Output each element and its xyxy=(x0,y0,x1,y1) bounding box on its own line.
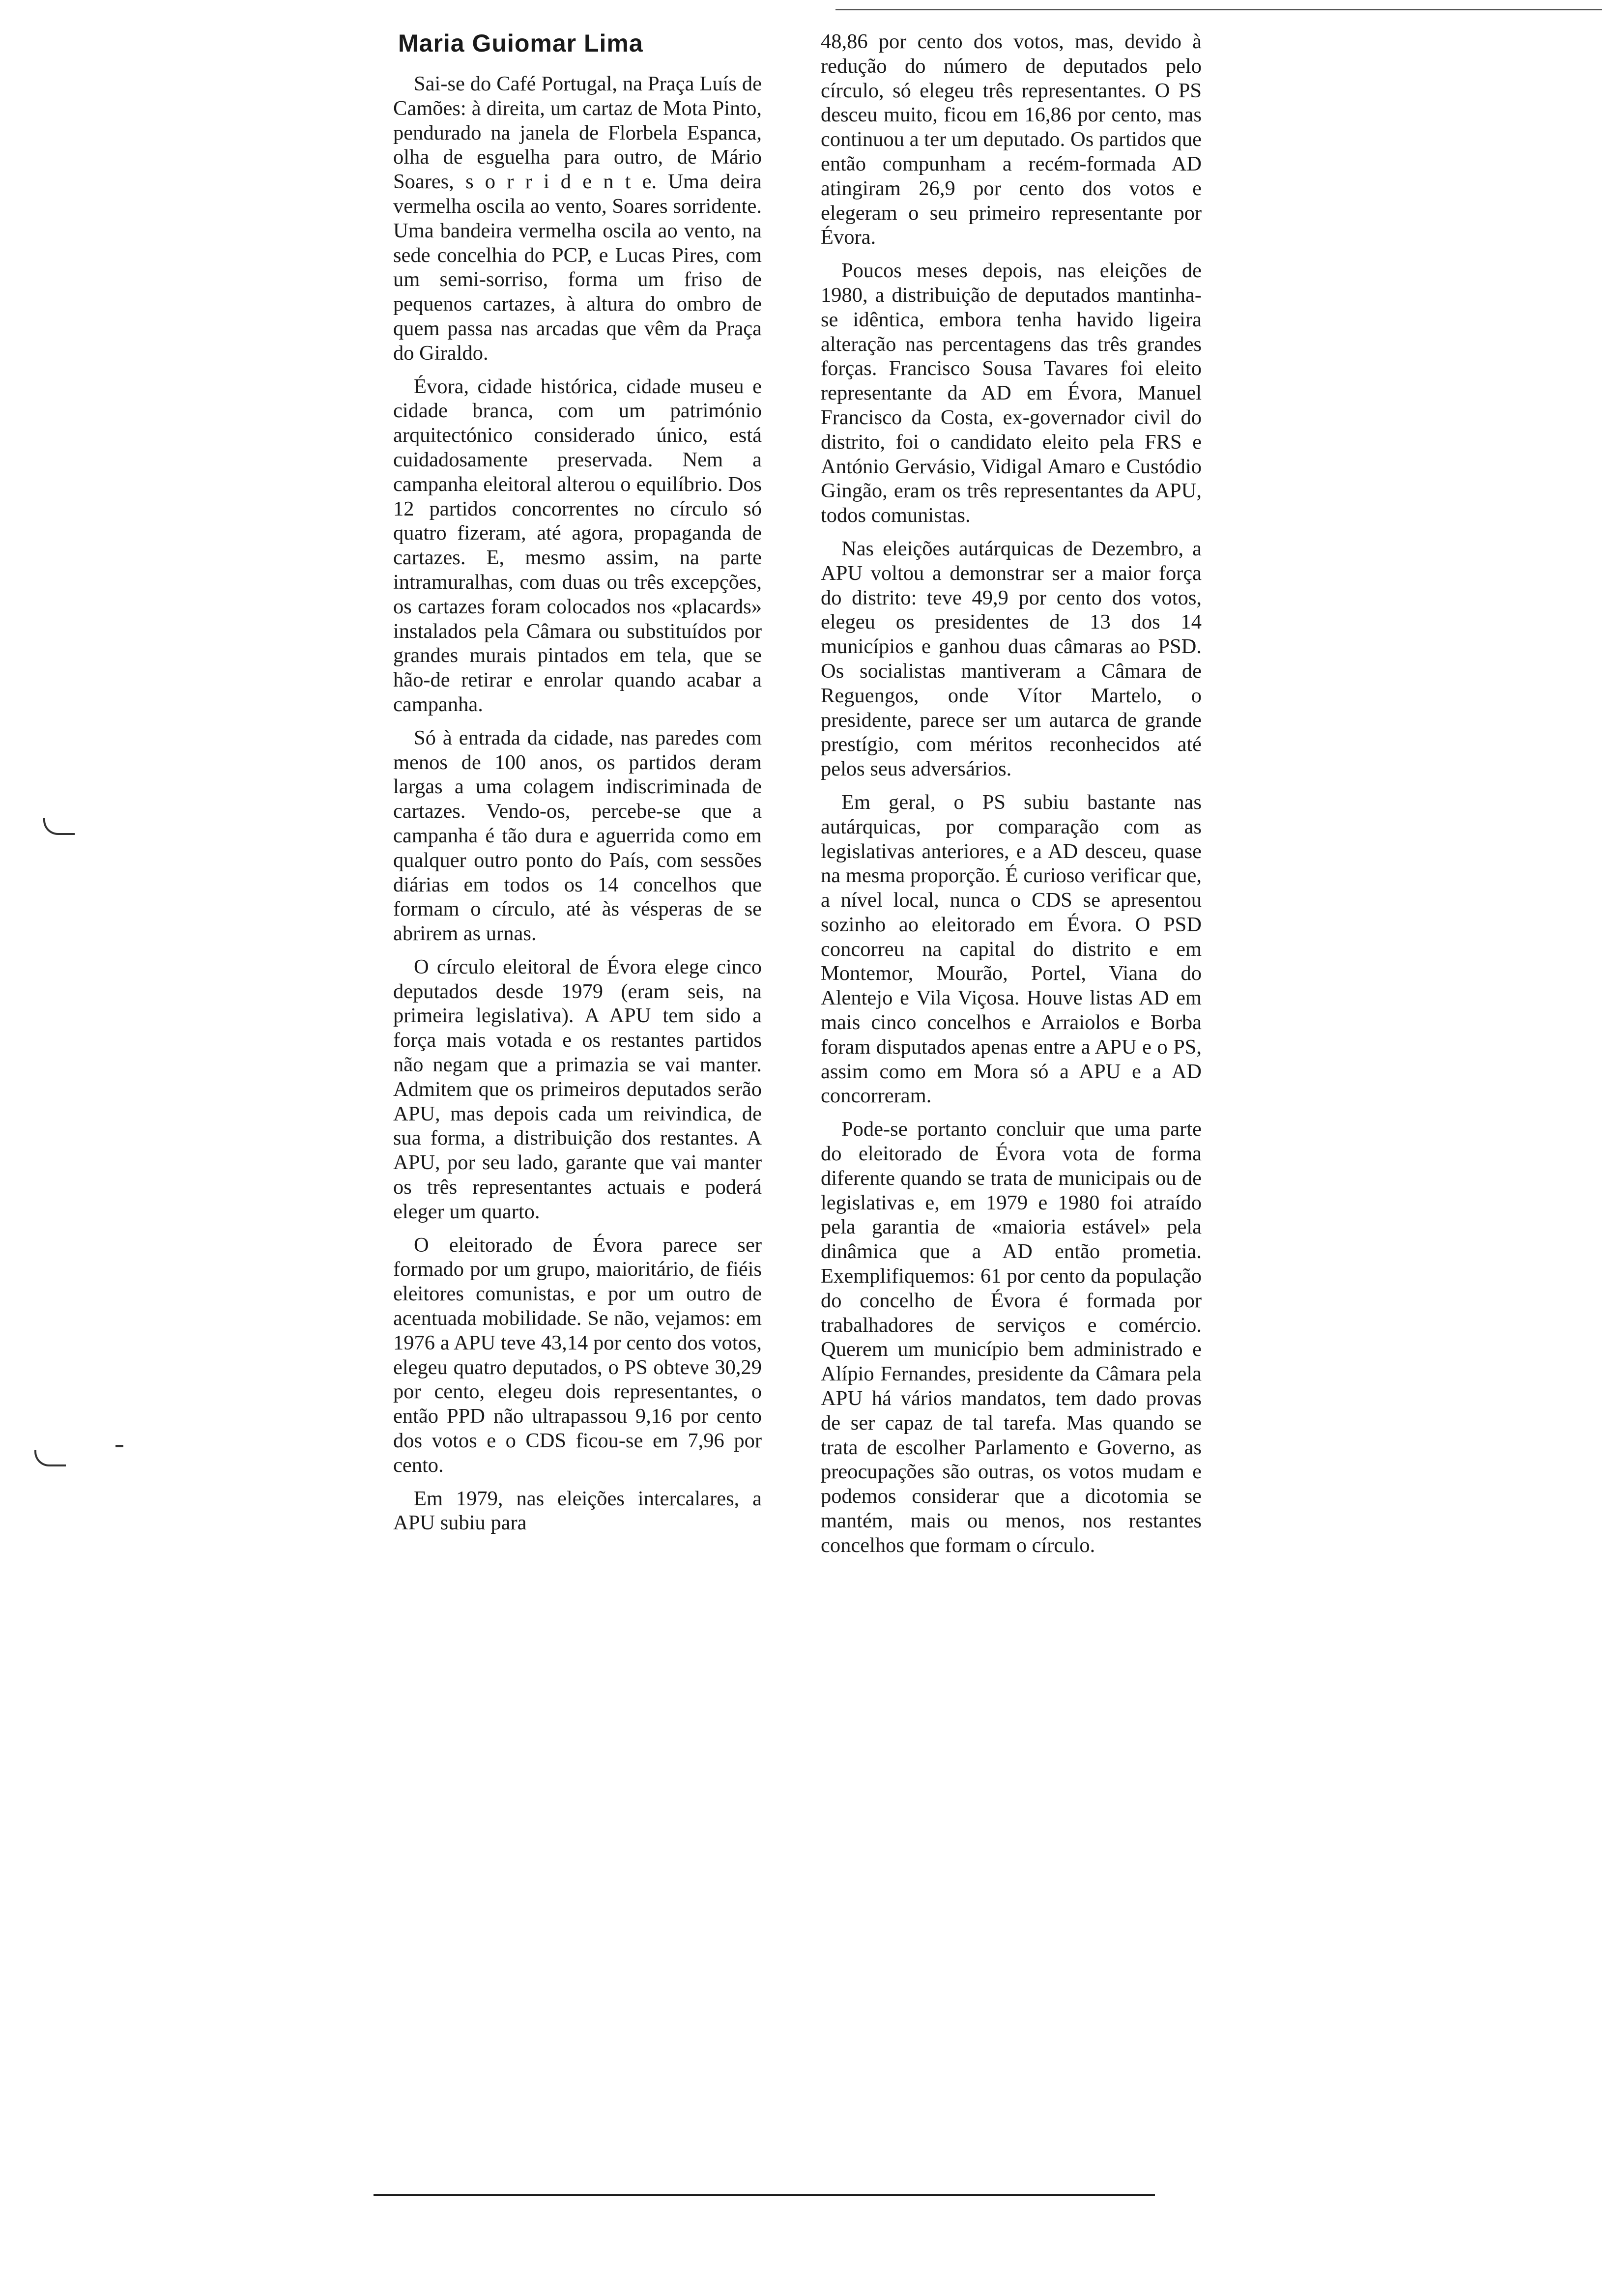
bottom-rule xyxy=(374,2194,1155,2196)
scan-speck xyxy=(115,1445,123,1447)
article-column-right xyxy=(821,29,1202,1567)
paragraph: Em geral, o PS subiu bastante nas autárquicas, por comparação com as legislativas anteriores, e a AD desceu, quase na mesma proporção. É curioso verificar que, a nível local, nunca o CDS se apresentou sozinho ao eleitorado em Évora. O PSD concorreu na capital do distrito e em Montemor, Mourão, Portel, Viana do Alentejo e Vila Viçosa. Houve listas AD em mais cinco concelhos e Arraiolos e Borba foram disputados apenas entre a APU e o PS, assim como em Mora só a APU e a AD concorreram. xyxy=(821,790,1202,1108)
paragraph: Em 1979, nas eleições intercalares, a APU subiu para xyxy=(393,1487,762,1535)
hole-punch-mark xyxy=(34,1450,66,1466)
article-column-left xyxy=(393,29,762,1544)
byline: Maria Guiomar Lima xyxy=(398,29,643,57)
paragraph: 48,86 por cento dos votos, mas, devido à redução do número de deputados pelo círculo, só elegeu três representantes. O PS desceu muito, ficou em 16,86 por cento, mas continuou a ter um deputado. Os partidos que então compunham a recém-formada AD atingiram 26,9 por cento dos votos e elegeram o seu primeiro representante por Évora. xyxy=(821,30,1202,249)
hole-punch-mark xyxy=(43,818,75,835)
paragraph: Pode-se portanto concluir que uma parte do eleitorado de Évora vota de forma diferente quando se trata de municipais ou de legislativas e, em 1979 e 1980 foi atraído pela garantia de «maioria estável» pela dinâmica que a AD então prometia. Exemplifiquemos: 61 por cento da população do concelho de Évora é formada por trabalhadores de serviços e comércio. Querem um município bem administrado e Alípio Fernandes, presidente da Câmara pela APU há vários mandatos, tem dado provas de ser capaz de tal tarefa. Mas quando se trata de escolher Parlamento e Governo, as preocupações são outras, os votos mudam e podemos considerar que a dicotomia se mantém, mais ou menos, nos restantes concelhos que formam o círculo. xyxy=(821,1118,1202,1557)
paragraph: Sai-se do Café Portugal, na Praça Luís de Camões: à direita, um cartaz de Mota Pinto, pendurado na janela de Florbela Espanca, olha de esguelha para outro, de Mário Soares, s o r r i d e n t e. Uma deira vermelha oscila ao vento, Soares sorridente. Uma bandeira vermelha oscila ao vento, na sede concelhia do PCP, e Lucas Pires, com um semi-sorriso, forma um friso de pequenos cartazes, à altura do ombro de quem passa nas arcadas que vêm da Praça do Giraldo. xyxy=(393,72,762,365)
paragraph: O círculo eleitoral de Évora elege cinco deputados desde 1979 (eram seis, na primeira legislativa). A APU tem sido a força mais votada e os restantes partidos não negam que a primazia se vai manter. Admitem que os primeiros deputados serão APU, mas depois cada um reivindica, de sua forma, a distribuição dos restantes. A APU, por seu lado, garante que vai manter os três representantes actuais e poderá eleger um quarto. xyxy=(393,955,762,1223)
paragraph: O eleitorado de Évora parece ser formado por um grupo, maioritário, de fiéis eleitores comunistas, e por um outro de acentuada mobilidade. Se não, vejamos: em 1976 a APU teve 43,14 por cento dos votos, elegeu quatro deputados, o PS obteve 30,29 por cento, elegeu dois representantes, o então PPD não ultrapassou 9,16 por cento dos votos e o CDS ficou-se em 7,96 por cento. xyxy=(393,1233,762,1477)
paragraph: Poucos meses depois, nas eleições de 1980, a distribuição de deputados mantinha-se idêntica, embora tenha havido ligeira alteração nas percentagens das três grandes forças. Francisco Sousa Tavares foi eleito representante da AD em Évora, Manuel Francisco da Costa, ex-governador civil do distrito, foi o candidato eleito pela FRS e António Gervásio, Vidigal Amaro e Custódio Gingão, eram os três representantes da APU, todos comunistas. xyxy=(821,259,1202,527)
top-rule xyxy=(835,9,1602,10)
paragraph: Évora, cidade histórica, cidade museu e cidade branca, com um património arquitectónico considerado único, está cuidadosamente preservada. Nem a campanha eleitoral alterou o equilíbrio. Dos 12 partidos concorrentes no círculo só quatro fizeram, até agora, propaganda de cartazes. E, mesmo assim, na parte intramuralhas, com duas ou três excepções, os cartazes foram colocados nos «placards» instalados pela Câmara ou substituídos por grandes murais pintados em tela, que se hão-de retirar e enrolar quando acabar a campanha. xyxy=(393,374,762,716)
paragraph: Só à entrada da cidade, nas paredes com menos de 100 anos, os partidos deram largas a uma colagem indiscriminada de cartazes. Vendo-os, percebe-se que a campanha é tão dura e aguerrida como em qualquer outro ponto do País, com sessões diárias em todos os 14 concelhos que formam o círculo, até às vésperas de se abrirem as urnas. xyxy=(393,726,762,946)
paragraph: Nas eleições autárquicas de Dezembro, a APU voltou a demonstrar ser a maior força do distrito: teve 49,9 por cento dos votos, elegeu os presidentes de 13 dos 14 municípios e ganhou duas câmaras ao PSD. Os socialistas mantiveram a Câmara de Reguengos, onde Vítor Martelo, o presidente, parece ser um autarca de grande prestígio, com méritos reconhecidos até pelos seus adversários. xyxy=(821,537,1202,781)
